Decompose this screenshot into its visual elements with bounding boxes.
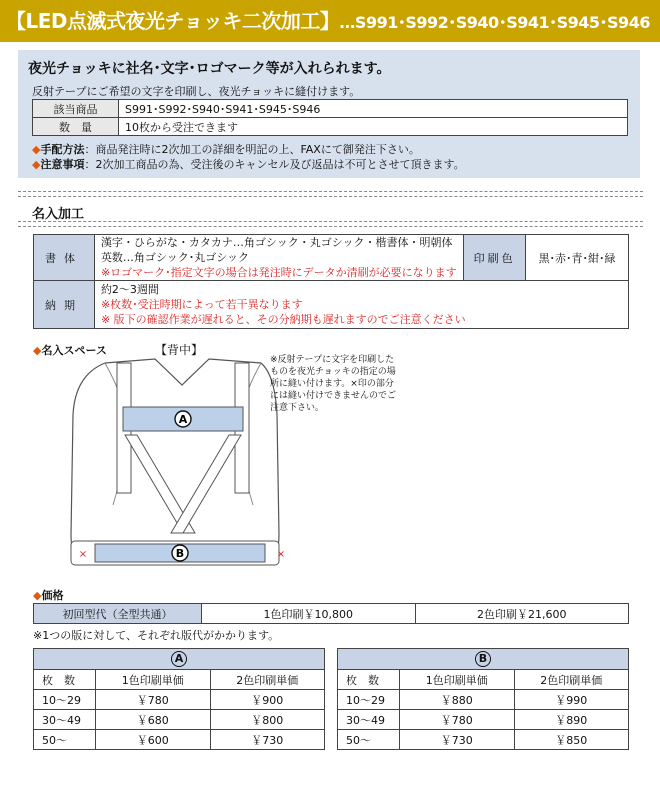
vest-note: ※反射テープに文字を印刷したものを夜光チョッキの指定の場所に縫い付けます。×印の部分には縫い付けできませんのでご注意下さい。: [270, 355, 397, 413]
price-cell: ￥780: [96, 690, 211, 710]
price-label: ◆価格: [33, 589, 64, 602]
color-value: 黒･赤･青･紺･緑: [526, 235, 629, 281]
qty-cell: 50～: [34, 730, 96, 750]
font-line: 英数…角ゴシック･丸ゴシック: [100, 251, 249, 264]
applicable-products-value: S991･S992･S940･S941･S945･S946: [119, 100, 628, 118]
marker-b-text: B: [175, 547, 185, 560]
caution-text: ：2次加工商品の為、受注後のキャンセル及び返品は不可とさせて頂きます。: [84, 158, 465, 171]
table-b-marker-cell: [338, 649, 629, 670]
applicable-products-label: 該当商品: [33, 100, 119, 118]
price-cell: ￥890: [514, 710, 629, 730]
table-row: [33, 118, 628, 136]
info-note: 反射テープにご希望の文字を印刷し、夜光チョッキに縫付けます。: [32, 85, 361, 98]
delivery-line: ※枚数･受注時期によって若干異なります: [100, 298, 303, 311]
delivery-cell: [94, 281, 628, 329]
price-table-b: [337, 648, 629, 750]
back-label: 【背中】: [155, 343, 204, 357]
diamond-bullet-icon: ◆: [32, 158, 41, 171]
page-title: 【LED点滅式夜光チョッキ二次加工】: [6, 9, 340, 33]
qty-cell: 50～: [338, 730, 400, 750]
qty-cell: 30～49: [34, 710, 96, 730]
section-title: 名入加工: [32, 207, 85, 222]
table-row: [34, 730, 325, 750]
table-row: [34, 710, 325, 730]
price-cell: ￥880: [400, 690, 515, 710]
column-header: 枚 数: [34, 670, 96, 690]
price-table-a: [33, 648, 325, 750]
initial-fee-one-color: 1色印刷￥10,800: [202, 604, 416, 624]
column-header: 2色印刷単価: [210, 670, 325, 690]
vest-diagram: [65, 355, 300, 575]
table-row: [33, 100, 628, 118]
delivery-line: ※ 版下の確認作業が遅れると、その分納期も遅れますのでご注意ください: [100, 313, 466, 326]
color-label: 印刷色: [464, 235, 526, 281]
order-method-label: 手配方法: [40, 143, 85, 156]
table-header-row: [338, 670, 629, 690]
price-cell: ￥680: [96, 710, 211, 730]
quantity-label: 数 量: [33, 118, 119, 136]
divider: [18, 196, 643, 197]
x-mark-icon: ×: [276, 549, 286, 560]
price-cell: ￥850: [514, 730, 629, 750]
initial-fee-label: 初回型代（全型共通）: [34, 604, 202, 624]
font-cell: [94, 235, 463, 281]
quantity-value: 10枚から受注できます: [119, 118, 628, 136]
price-cell: ￥800: [210, 710, 325, 730]
column-header: 1色印刷単価: [96, 670, 211, 690]
table-row: [338, 710, 629, 730]
diamond-bullet-icon: ◆: [32, 143, 41, 156]
table-header-row: [34, 670, 325, 690]
initial-fee-two-color: 2色印刷￥21,600: [415, 604, 629, 624]
spec-table: [33, 234, 629, 329]
font-note: ※ロゴマーク･指定文字の場合は発注時にデータか清刷が必要になります: [100, 266, 457, 279]
initial-fee-table: [33, 603, 629, 624]
qty-cell: 10～29: [34, 690, 96, 710]
diamond-bullet-icon: ◆: [33, 589, 42, 602]
caution-label: 注意事項: [40, 158, 85, 171]
table-row: [338, 730, 629, 750]
divider: [18, 221, 643, 222]
table-row: [338, 690, 629, 710]
divider: [18, 191, 643, 192]
price-cell: ￥900: [210, 690, 325, 710]
initial-fee-note: ※1つの版に対して、それぞれ版代がかかります。: [33, 629, 280, 642]
table-a-marker-cell: [34, 649, 325, 670]
qty-cell: 30～49: [338, 710, 400, 730]
table-row: [34, 281, 629, 329]
table-row: [34, 604, 629, 624]
x-mark-icon: ×: [78, 549, 88, 560]
order-method: [32, 141, 420, 157]
product-codes: …S991･S992･S940･S941･S945･S946: [339, 13, 650, 32]
table-row: [34, 235, 629, 281]
delivery-label: 納期: [34, 281, 95, 329]
qty-cell: 10～29: [338, 690, 400, 710]
price-cell: ￥990: [514, 690, 629, 710]
column-header: 枚 数: [338, 670, 400, 690]
marker-a-icon: A: [171, 651, 187, 667]
font-line: 漢字・ひらがな・カタカナ…角ゴシック・丸ゴシック・楷書体・明朝体: [100, 236, 453, 249]
divider: [18, 226, 643, 227]
title-bar: [0, 0, 660, 42]
price-cell: ￥600: [96, 730, 211, 750]
space-label: ◆名入スペース: [33, 344, 107, 357]
marker-a-text: A: [178, 413, 188, 426]
delivery-line: 約2～3週間: [100, 283, 159, 296]
table-row: [34, 690, 325, 710]
diamond-bullet-icon: ◆: [33, 344, 42, 357]
column-header: 2色印刷単価: [514, 670, 629, 690]
order-method-text: ：商品発注時に2次加工の詳細を明記の上、FAXにて御発注下さい。: [84, 143, 420, 156]
marker-b-icon: B: [475, 651, 491, 667]
font-label: 書体: [34, 235, 95, 281]
price-cell: ￥780: [400, 710, 515, 730]
price-cell: ￥730: [210, 730, 325, 750]
price-cell: ￥730: [400, 730, 515, 750]
info-heading: 夜光チョッキに社名･文字･ロゴマーク等が入れられます。: [28, 61, 391, 77]
info-table: [32, 99, 628, 136]
caution: [32, 156, 465, 172]
table-row: [34, 649, 325, 670]
column-header: 1色印刷単価: [400, 670, 515, 690]
table-row: [338, 649, 629, 670]
